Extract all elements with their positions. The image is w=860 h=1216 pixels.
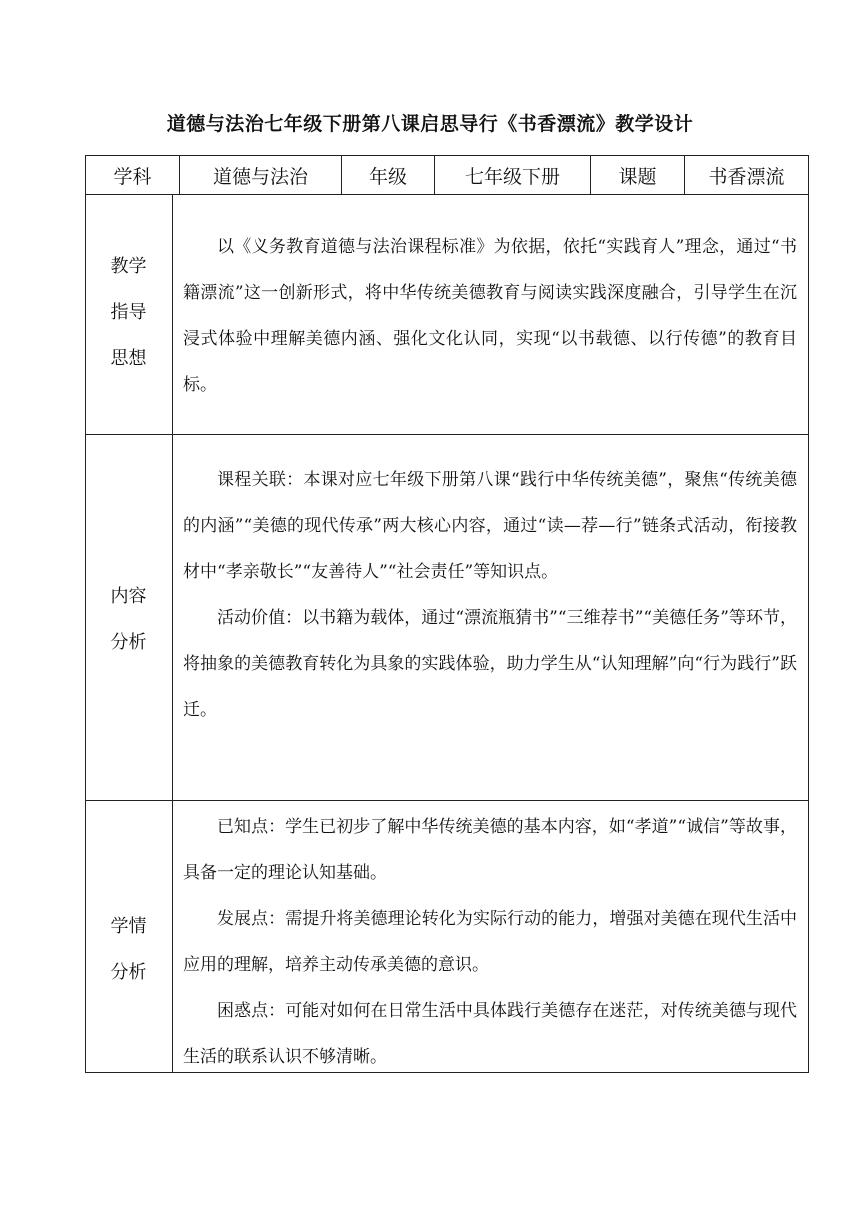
label-line: 学情 [110, 916, 147, 937]
paragraph: 已知点：学生已初步了解中华传统美德的基本内容，如“孝道”“诚信”等故事，具备一定的理论认知基础。 [183, 817, 797, 883]
label-line: 分析 [110, 962, 147, 983]
table-divider [172, 194, 173, 1073]
paragraph: 发展点：需提升将美德理论转化为实际行动的能力，增强对美德在现代生活中应用的理解，培养主动传承美德的意识。 [183, 909, 797, 975]
table-divider [85, 194, 809, 195]
topic-label: 课题 [618, 165, 657, 188]
lesson-plan-table [85, 155, 809, 1073]
section-label-guiding-idea [85, 233, 172, 393]
document-title: 道德与法治七年级下册第八课启思导行《书香漂流》教学设计 [166, 113, 694, 135]
table-divider [85, 434, 809, 435]
paragraph: 课程关联：本课对应七年级下册第八课“践行中华传统美德”，聚焦“传统美德的内涵”“美德的现代传承”两大核心内容，通过“读—荐—行”链条式活动，衔接教材中“孝亲敬长”“友善待人”“社会责任”等知识点。 [183, 470, 798, 582]
section-content-content-analysis [183, 457, 797, 733]
paragraph: 以《义务教育道德与法治课程标准》为依据，依托“实践育人”理念，通过“书籍漂流”这一创新形式，将中华传统美德教育与阅读实践深度融合，引导学生在沉浸式体验中理解美德内涵、强化文化认同，实现“以书载德、以行传德”的教育目标。 [183, 237, 797, 395]
label-line: 指导 [110, 302, 147, 323]
subject-label: 学科 [113, 165, 152, 188]
label-line: 内容 [110, 586, 147, 607]
paragraph: 活动价值：以书籍为载体，通过“漂流瓶猜书”“三维荐书”“美德任务”等环节，将抽象的美德教育转化为具象的实践体验，助力学生从“认知理解”向“行为践行”跃迁。 [183, 608, 797, 720]
table-border-right [808, 155, 809, 1073]
section-content-student-analysis [183, 804, 797, 1080]
paragraph: 困惑点：可能对如何在日常生活中具体践行美德存在迷茫，对传统美德与现代生活的联系认识不够清晰。 [183, 1001, 797, 1067]
table-divider [85, 800, 809, 801]
label-line: 分析 [110, 632, 147, 653]
section-label-content-analysis [85, 570, 172, 670]
subject-value: 道德与法治 [212, 165, 308, 188]
label-line: 思想 [110, 348, 147, 369]
section-content-guiding-idea [183, 224, 797, 408]
section-label-student-analysis [85, 900, 172, 1000]
topic-value: 书香漂流 [708, 165, 785, 188]
grade-label: 年级 [368, 165, 407, 188]
grade-value: 七年级下册 [464, 165, 560, 188]
label-line: 教学 [110, 256, 147, 277]
